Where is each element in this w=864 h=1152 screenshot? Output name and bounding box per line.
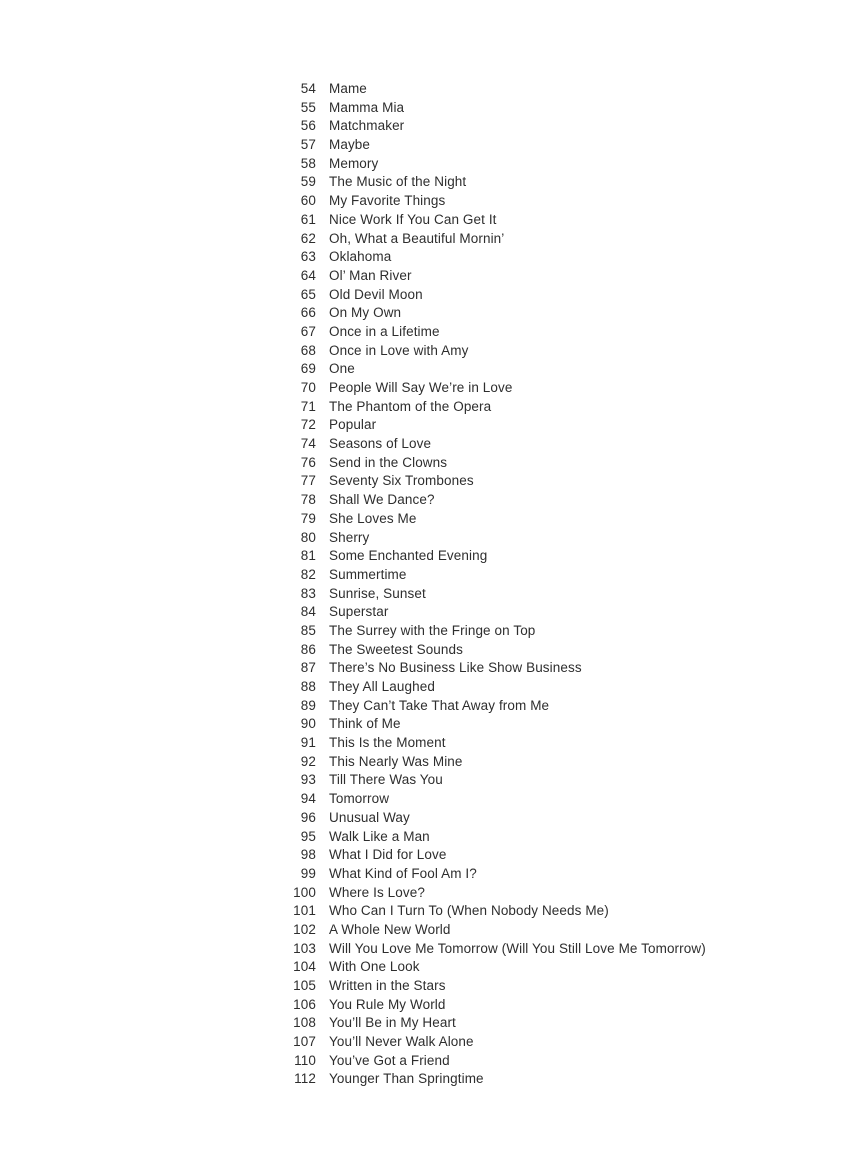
toc-entry xyxy=(276,884,824,903)
toc-entry xyxy=(276,342,824,361)
toc-entry-title: The Music of the Night xyxy=(329,174,467,190)
toc-entry-title: Seasons of Love xyxy=(329,436,432,452)
toc-entry xyxy=(276,323,824,342)
toc-entry xyxy=(276,117,824,136)
toc-entry-title: Younger Than Springtime xyxy=(329,1071,484,1087)
toc-entry xyxy=(276,155,824,174)
toc-entry-title: My Favorite Things xyxy=(329,193,446,209)
toc-entry-title: Memory xyxy=(329,155,379,171)
toc-entry-page-number: 54 xyxy=(300,81,316,96)
toc-entry xyxy=(276,585,824,604)
toc-entry-page-number: 100 xyxy=(293,884,316,900)
toc-entry-title: On My Own xyxy=(329,305,402,321)
toc-entry-page-number: 67 xyxy=(300,323,316,339)
toc-entry-page-number: 59 xyxy=(300,174,316,190)
toc-entry-title: Oh, What a Beautiful Mornin’ xyxy=(329,230,505,246)
toc-entry-title: The Surrey with the Fringe on Top xyxy=(329,622,536,638)
toc-entry-title: Who Can I Turn To (When Nobody Needs Me) xyxy=(329,903,609,919)
toc-entry-title: What I Did for Love xyxy=(329,847,447,863)
toc-entry-page-number: 91 xyxy=(300,735,316,751)
toc-entry-page-number: 62 xyxy=(300,230,316,246)
toc-entry-page-number: 64 xyxy=(300,267,316,283)
toc-entry-title: Tomorrow xyxy=(329,791,390,807)
toc-entry xyxy=(276,173,824,192)
toc-entry xyxy=(276,678,824,697)
toc-entry xyxy=(276,622,824,641)
toc-entry-page-number: 72 xyxy=(300,417,316,433)
toc-entry-title: Send in the Clowns xyxy=(329,454,448,470)
toc-entry-page-number: 55 xyxy=(300,99,316,115)
toc-entry-page-number: 71 xyxy=(300,398,316,414)
toc-entry xyxy=(276,80,824,99)
toc-entry xyxy=(276,529,824,548)
toc-entry xyxy=(276,1033,824,1052)
toc-entry-title: Old Devil Moon xyxy=(329,286,423,302)
toc-entry-title: People Will Say We’re in Love xyxy=(329,380,513,395)
toc-entry xyxy=(276,753,824,772)
toc-entry-title: Mame xyxy=(329,81,367,96)
toc-entry xyxy=(276,715,824,734)
toc-entry-title: Think of Me xyxy=(329,716,401,732)
toc-entry-page-number: 92 xyxy=(300,753,316,769)
toc-entry-page-number: 56 xyxy=(300,118,316,134)
toc-entry-page-number: 84 xyxy=(300,604,316,620)
toc-entry-page-number: 89 xyxy=(300,697,316,713)
toc-entry xyxy=(276,1070,824,1089)
toc-entry xyxy=(276,248,824,267)
toc-entry-title: A Whole New World xyxy=(329,921,451,937)
toc-entry-page-number: 58 xyxy=(300,155,316,171)
toc-list xyxy=(276,80,824,1089)
toc-entry-title: Maybe xyxy=(329,137,371,153)
toc-entry xyxy=(276,809,824,828)
toc-entry-title: You’ll Never Walk Alone xyxy=(329,1034,474,1050)
toc-entry-title: Seventy Six Trombones xyxy=(329,473,474,489)
toc-entry xyxy=(276,416,824,435)
toc-entry xyxy=(276,734,824,753)
toc-entry-title: Popular xyxy=(329,417,377,433)
toc-entry-page-number: 110 xyxy=(294,1052,316,1068)
toc-entry-page-number: 85 xyxy=(300,622,316,638)
toc-entry xyxy=(276,659,824,678)
toc-entry-title: You’ll Be in My Heart xyxy=(329,1015,456,1031)
toc-entry-page-number: 77 xyxy=(300,473,316,489)
toc-entry xyxy=(276,286,824,305)
toc-entry-title: Ol’ Man River xyxy=(329,267,412,283)
toc-entry-page-number: 82 xyxy=(300,566,316,582)
toc-entry xyxy=(276,472,824,491)
toc-entry xyxy=(276,828,824,847)
toc-entry-page-number: 78 xyxy=(300,492,316,508)
toc-entry-page-number: 98 xyxy=(300,847,316,863)
toc-entry-page-number: 66 xyxy=(300,305,316,321)
toc-entry-page-number: 95 xyxy=(300,828,316,844)
toc-entry-page-number: 60 xyxy=(300,193,316,209)
toc-entry xyxy=(276,1014,824,1033)
toc-entry-page-number: 68 xyxy=(300,342,316,358)
toc-entry-title: There’s No Business Like Show Business xyxy=(329,660,582,676)
toc-entry xyxy=(276,603,824,622)
toc-entry-page-number: 79 xyxy=(300,510,316,526)
toc-entry-page-number: 101 xyxy=(293,903,316,919)
toc-entry-title: Superstar xyxy=(329,604,389,620)
toc-entry-page-number: 63 xyxy=(300,249,316,265)
toc-entry xyxy=(276,790,824,809)
toc-entry-title: Till There Was You xyxy=(329,772,443,788)
toc-entry-title: Shall We Dance? xyxy=(329,492,435,508)
toc-entry-page-number: 65 xyxy=(300,286,316,302)
toc-entry-title: Mamma Mia xyxy=(329,99,405,115)
toc-entry-title: Matchmaker xyxy=(329,118,405,134)
toc-entry xyxy=(276,996,824,1015)
toc-entry-title: The Phantom of the Opera xyxy=(329,398,492,414)
toc-entry xyxy=(276,697,824,716)
toc-entry xyxy=(276,566,824,585)
toc-entry xyxy=(276,491,824,510)
toc-entry-title: Some Enchanted Evening xyxy=(329,548,488,564)
toc-entry-title: They All Laughed xyxy=(329,679,435,694)
toc-entry xyxy=(276,230,824,249)
toc-entry-page-number: 106 xyxy=(293,996,316,1012)
toc-entry-title: This Nearly Was Mine xyxy=(329,753,463,769)
toc-entry-title: Once in Love with Amy xyxy=(329,342,469,358)
toc-entry-page-number: 102 xyxy=(293,921,316,937)
toc-entry-title: Where Is Love? xyxy=(329,884,425,900)
toc-entry xyxy=(276,136,824,155)
toc-entry-page-number: 61 xyxy=(300,211,316,227)
toc-entry-page-number: 88 xyxy=(300,679,316,694)
toc-entry-page-number: 74 xyxy=(300,436,316,452)
toc-entry xyxy=(276,454,824,473)
toc-entry xyxy=(276,977,824,996)
toc-entry-title: Sunrise, Sunset xyxy=(329,585,426,601)
toc-entry-page-number: 96 xyxy=(300,809,316,825)
toc-entry-page-number: 104 xyxy=(293,959,316,975)
toc-entry-title: Will You Love Me Tomorrow (Will You Still Love Me Tomorrow) xyxy=(329,940,706,956)
toc-entry-page-number: 90 xyxy=(300,716,316,732)
toc-entry-title: Walk Like a Man xyxy=(329,828,430,844)
toc-entry-title: She Loves Me xyxy=(329,510,417,526)
toc-entry xyxy=(276,211,824,230)
toc-entry xyxy=(276,435,824,454)
toc-entry xyxy=(276,846,824,865)
toc-entry xyxy=(276,304,824,323)
toc-entry-page-number: 99 xyxy=(300,865,316,881)
toc-entry xyxy=(276,379,824,398)
toc-entry-title: What Kind of Fool Am I? xyxy=(329,865,477,881)
toc-entry xyxy=(276,510,824,529)
toc-entry-title: Summertime xyxy=(329,566,407,582)
toc-entry-page-number: 107 xyxy=(293,1034,316,1050)
toc-entry xyxy=(276,267,824,286)
toc-entry-title: The Sweetest Sounds xyxy=(329,641,463,657)
toc-entry-title: They Can’t Take That Away from Me xyxy=(329,697,550,713)
toc-entry xyxy=(276,641,824,660)
toc-entry xyxy=(276,398,824,417)
toc-entry xyxy=(276,547,824,566)
toc-entry-title: This Is the Moment xyxy=(329,735,446,751)
toc-entry-title: Sherry xyxy=(329,529,370,545)
toc-entry xyxy=(276,360,824,379)
toc-entry-title: Oklahoma xyxy=(329,249,392,265)
toc-entry xyxy=(276,902,824,921)
toc-entry-title: Unusual Way xyxy=(329,809,410,825)
toc-entry-page-number: 94 xyxy=(300,791,316,807)
toc-entry-page-number: 103 xyxy=(293,940,316,956)
toc-entry-page-number: 93 xyxy=(300,772,316,788)
toc-entry-title: Once in a Lifetime xyxy=(329,323,440,339)
toc-entry-page-number: 105 xyxy=(293,978,316,993)
toc-entry-title: With One Look xyxy=(329,959,420,975)
toc-entry-page-number: 81 xyxy=(300,548,316,564)
toc-entry-page-number: 76 xyxy=(300,454,316,470)
toc-entry-page-number: 108 xyxy=(293,1015,316,1031)
toc-entry-page-number: 80 xyxy=(300,529,316,545)
toc-entry-title: Nice Work If You Can Get It xyxy=(329,211,497,227)
toc-entry-page-number: 57 xyxy=(300,137,316,153)
toc-entry xyxy=(276,958,824,977)
toc-entry-page-number: 87 xyxy=(300,660,316,676)
toc-entry-page-number: 70 xyxy=(300,380,316,395)
toc-entry xyxy=(276,865,824,884)
toc-entry-title: One xyxy=(329,361,355,377)
toc-entry xyxy=(276,1052,824,1071)
toc-entry xyxy=(276,921,824,940)
toc-entry-title: You’ve Got a Friend xyxy=(329,1052,450,1068)
toc-entry xyxy=(276,192,824,211)
toc-entry-title: You Rule My World xyxy=(329,996,446,1012)
toc-entry xyxy=(276,771,824,790)
toc-entry xyxy=(276,99,824,118)
toc-entry-page-number: 86 xyxy=(300,641,316,657)
toc-entry-page-number: 112 xyxy=(294,1071,316,1087)
toc-entry xyxy=(276,940,824,959)
toc-entry-page-number: 83 xyxy=(300,585,316,601)
toc-entry-title: Written in the Stars xyxy=(329,978,446,993)
toc-entry-page-number: 69 xyxy=(300,361,316,377)
